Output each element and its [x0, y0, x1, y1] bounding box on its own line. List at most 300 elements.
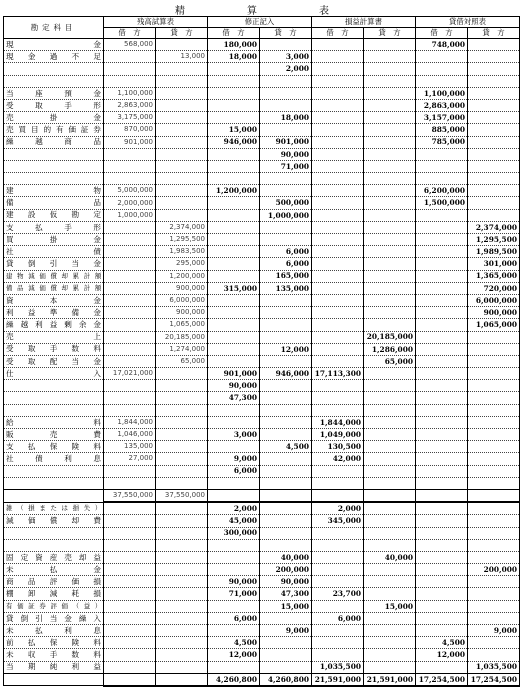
amount-cell: 870,000: [104, 124, 156, 136]
amount-cell: [416, 453, 468, 465]
amount-cell: [156, 368, 208, 380]
table-row: [4, 576, 520, 588]
account-name: 未払金: [4, 564, 104, 576]
amount-cell: [364, 625, 416, 637]
table-row: [4, 99, 520, 111]
amount-cell: [416, 661, 468, 673]
amount-cell: [156, 612, 208, 624]
amount-cell: 1,989,500: [468, 246, 520, 258]
amount-cell: [104, 319, 156, 331]
amount-cell: 90,000: [260, 148, 312, 160]
amount-cell: [104, 307, 156, 319]
header-debit: 借 方: [104, 28, 156, 39]
table-row: [4, 294, 520, 306]
table-row: [4, 380, 520, 392]
amount-cell: [364, 258, 416, 270]
amount-cell: [312, 551, 364, 563]
amount-cell: [468, 465, 520, 477]
header-account: 勘定科目: [4, 17, 104, 39]
amount-cell: [208, 221, 260, 233]
table-row: [4, 234, 520, 246]
amount-cell: 946,000: [260, 368, 312, 380]
amount-cell: [156, 564, 208, 576]
amount-cell: 901,000: [104, 136, 156, 148]
amount-cell: 2,000: [312, 502, 364, 515]
amount-cell: [364, 307, 416, 319]
table-row: [4, 160, 520, 172]
amount-cell: [260, 319, 312, 331]
amount-cell: 40,000: [260, 551, 312, 563]
table-row: [4, 416, 520, 428]
amount-cell: [468, 539, 520, 551]
amount-cell: 47,300: [208, 392, 260, 404]
amount-cell: [468, 600, 520, 612]
worksheet-table: [3, 16, 520, 687]
amount-cell: 15,000: [260, 600, 312, 612]
account-name: 繰越利益剰余金: [4, 319, 104, 331]
table-row: [4, 39, 520, 51]
amount-cell: 6,000: [208, 465, 260, 477]
amount-cell: [416, 564, 468, 576]
amount-cell: [468, 368, 520, 380]
account-name: [4, 673, 104, 686]
amount-cell: 6,000,000: [468, 294, 520, 306]
amount-cell: 4,500: [416, 637, 468, 649]
amount-cell: [156, 209, 208, 221]
amount-cell: [364, 136, 416, 148]
amount-cell: [104, 392, 156, 404]
header-trial-balance: 残高試算表: [104, 17, 208, 28]
amount-cell: [208, 319, 260, 331]
amount-cell: [208, 294, 260, 306]
account-name: [4, 404, 104, 416]
amount-cell: [156, 39, 208, 51]
amount-cell: [104, 661, 156, 673]
amount-cell: [468, 404, 520, 416]
table-row: [4, 465, 520, 477]
amount-cell: 3,000: [260, 51, 312, 63]
amount-cell: [208, 99, 260, 111]
table-row: [4, 392, 520, 404]
amount-cell: [468, 148, 520, 160]
amount-cell: [104, 221, 156, 233]
amount-cell: 345,000: [312, 515, 364, 527]
amount-cell: [364, 380, 416, 392]
table-row: [4, 502, 520, 515]
table-row: [4, 404, 520, 416]
table-row: [4, 148, 520, 160]
amount-cell: [312, 136, 364, 148]
amount-cell: [468, 416, 520, 428]
amount-cell: [364, 564, 416, 576]
amount-cell: [156, 515, 208, 527]
amount-cell: [312, 270, 364, 282]
amount-cell: [416, 465, 468, 477]
amount-cell: [156, 625, 208, 637]
amount-cell: [416, 148, 468, 160]
amount-cell: 4,260,800: [260, 673, 312, 686]
amount-cell: [416, 600, 468, 612]
amount-cell: 6,000: [208, 612, 260, 624]
account-name: 受取手数料: [4, 343, 104, 355]
amount-cell: 315,000: [208, 282, 260, 294]
amount-cell: [312, 637, 364, 649]
amount-cell: [260, 489, 312, 502]
amount-cell: 1,365,000: [468, 270, 520, 282]
amount-cell: 1,065,000: [156, 319, 208, 331]
amount-cell: 9,000: [468, 625, 520, 637]
amount-cell: [208, 441, 260, 453]
amount-cell: [104, 282, 156, 294]
amount-cell: [364, 185, 416, 197]
amount-cell: [364, 416, 416, 428]
amount-cell: [312, 124, 364, 136]
amount-cell: 3,157,000: [416, 112, 468, 124]
amount-cell: [312, 282, 364, 294]
account-name: 未払利息: [4, 625, 104, 637]
amount-cell: [156, 453, 208, 465]
amount-cell: 2,863,000: [104, 99, 156, 111]
amount-cell: [104, 51, 156, 63]
amount-cell: [104, 551, 156, 563]
amount-cell: 200,000: [260, 564, 312, 576]
account-name: 資本金: [4, 294, 104, 306]
amount-cell: [312, 51, 364, 63]
amount-cell: [156, 673, 208, 686]
amount-cell: [468, 136, 520, 148]
amount-cell: [468, 502, 520, 515]
amount-cell: [312, 600, 364, 612]
amount-cell: [416, 331, 468, 343]
amount-cell: [260, 392, 312, 404]
amount-cell: [364, 319, 416, 331]
amount-cell: [364, 75, 416, 87]
amount-cell: [468, 380, 520, 392]
amount-cell: 15,000: [208, 124, 260, 136]
amount-cell: [364, 502, 416, 515]
account-name: 雑（損または損失）: [4, 502, 104, 515]
amount-cell: 90,000: [260, 576, 312, 588]
amount-cell: 1,844,000: [312, 416, 364, 428]
amount-cell: [312, 576, 364, 588]
amount-cell: [208, 661, 260, 673]
amount-cell: 500,000: [260, 197, 312, 209]
amount-cell: [312, 87, 364, 99]
amount-cell: [416, 173, 468, 185]
amount-cell: [260, 527, 312, 539]
amount-cell: [312, 625, 364, 637]
amount-cell: [468, 588, 520, 600]
amount-cell: [364, 637, 416, 649]
table-row: [4, 539, 520, 551]
table-row: [4, 75, 520, 87]
amount-cell: [156, 136, 208, 148]
amount-cell: 90,000: [208, 576, 260, 588]
account-name: 支払保険料: [4, 441, 104, 453]
amount-cell: [156, 600, 208, 612]
amount-cell: 37,550,000: [104, 489, 156, 502]
account-name: [4, 527, 104, 539]
amount-cell: [208, 551, 260, 563]
amount-cell: [416, 380, 468, 392]
amount-cell: [312, 173, 364, 185]
amount-cell: 1,000,000: [260, 209, 312, 221]
table-row: [4, 307, 520, 319]
amount-cell: [312, 319, 364, 331]
amount-cell: [260, 380, 312, 392]
amount-cell: [312, 75, 364, 87]
amount-cell: [208, 307, 260, 319]
amount-cell: [364, 527, 416, 539]
amount-cell: [416, 294, 468, 306]
amount-cell: 1,065,000: [468, 319, 520, 331]
table-row: [4, 355, 520, 367]
amount-cell: [156, 148, 208, 160]
amount-cell: [468, 576, 520, 588]
table-row: [4, 87, 520, 99]
amount-cell: [416, 234, 468, 246]
amount-cell: [364, 453, 416, 465]
amount-cell: [208, 564, 260, 576]
amount-cell: 6,000: [260, 246, 312, 258]
amount-cell: [104, 258, 156, 270]
amount-cell: [208, 246, 260, 258]
amount-cell: [468, 75, 520, 87]
amount-cell: [416, 392, 468, 404]
table-row: [4, 221, 520, 233]
account-name: 給料: [4, 416, 104, 428]
amount-cell: [208, 173, 260, 185]
amount-cell: 6,000: [260, 258, 312, 270]
account-name: 受取手形: [4, 99, 104, 111]
amount-cell: 1,035,500: [312, 661, 364, 673]
amount-cell: [260, 39, 312, 51]
amount-cell: [104, 576, 156, 588]
amount-cell: [156, 527, 208, 539]
amount-cell: 40,000: [364, 551, 416, 563]
amount-cell: 21,591,000: [312, 673, 364, 686]
amount-cell: [416, 270, 468, 282]
amount-cell: 1,035,500: [468, 661, 520, 673]
amount-cell: [260, 465, 312, 477]
amount-cell: [104, 564, 156, 576]
amount-cell: [364, 197, 416, 209]
amount-cell: [104, 404, 156, 416]
amount-cell: [104, 673, 156, 686]
amount-cell: 1,100,000: [416, 87, 468, 99]
amount-cell: [364, 661, 416, 673]
amount-cell: 1,000,000: [104, 209, 156, 221]
amount-cell: 900,000: [156, 282, 208, 294]
amount-cell: [416, 209, 468, 221]
table-row: [4, 282, 520, 294]
amount-cell: [468, 355, 520, 367]
amount-cell: 301,000: [468, 258, 520, 270]
amount-cell: [260, 124, 312, 136]
amount-cell: [364, 294, 416, 306]
amount-cell: [468, 63, 520, 75]
amount-cell: [156, 576, 208, 588]
amount-cell: [416, 160, 468, 172]
account-name: 買掛金: [4, 234, 104, 246]
amount-cell: [364, 441, 416, 453]
account-name: 支払手形: [4, 221, 104, 233]
amount-cell: [364, 246, 416, 258]
amount-cell: 47,300: [260, 588, 312, 600]
amount-cell: [104, 380, 156, 392]
amount-cell: 15,000: [364, 600, 416, 612]
amount-cell: [312, 234, 364, 246]
amount-cell: [312, 63, 364, 75]
account-name: [4, 539, 104, 551]
amount-cell: 1,500,000: [416, 197, 468, 209]
amount-cell: [312, 307, 364, 319]
amount-cell: 37,550,000: [156, 489, 208, 502]
amount-cell: [416, 307, 468, 319]
account-name: 当期純利益: [4, 661, 104, 673]
table-row: [4, 588, 520, 600]
amount-cell: 2,000: [208, 502, 260, 515]
amount-cell: 12,000: [416, 649, 468, 661]
amount-cell: [208, 416, 260, 428]
header-credit: 貸 方: [468, 28, 520, 39]
amount-cell: [104, 270, 156, 282]
account-name: 減価償却費: [4, 515, 104, 527]
amount-cell: 1,295,500: [468, 234, 520, 246]
amount-cell: [104, 477, 156, 489]
account-name: 建物: [4, 185, 104, 197]
amount-cell: [104, 637, 156, 649]
amount-cell: [416, 539, 468, 551]
amount-cell: [312, 343, 364, 355]
table-row: [4, 319, 520, 331]
amount-cell: [416, 221, 468, 233]
account-name: 繰越商品: [4, 136, 104, 148]
header-credit: 貸 方: [260, 28, 312, 39]
amount-cell: 2,000: [260, 63, 312, 75]
account-name: 社債利息: [4, 453, 104, 465]
amount-cell: 785,000: [416, 136, 468, 148]
amount-cell: [468, 331, 520, 343]
amount-cell: [416, 75, 468, 87]
amount-cell: [260, 637, 312, 649]
amount-cell: 568,000: [104, 39, 156, 51]
account-name: 現金: [4, 39, 104, 51]
table-row: [4, 368, 520, 380]
table-row: [4, 173, 520, 185]
table-row: [4, 600, 520, 612]
amount-cell: [260, 429, 312, 441]
amount-cell: [416, 51, 468, 63]
amount-cell: 900,000: [156, 307, 208, 319]
amount-cell: [260, 453, 312, 465]
amount-cell: [104, 527, 156, 539]
amount-cell: [416, 625, 468, 637]
header-debit: 借 方: [208, 28, 260, 39]
amount-cell: [468, 551, 520, 563]
amount-cell: [364, 160, 416, 172]
amount-cell: [208, 355, 260, 367]
amount-cell: [260, 307, 312, 319]
table-row: [4, 625, 520, 637]
amount-cell: [260, 649, 312, 661]
amount-cell: 45,000: [208, 515, 260, 527]
amount-cell: [364, 429, 416, 441]
amount-cell: [364, 148, 416, 160]
amount-cell: [364, 539, 416, 551]
amount-cell: 4,260,800: [208, 673, 260, 686]
amount-cell: [312, 392, 364, 404]
account-name: [4, 392, 104, 404]
amount-cell: [416, 355, 468, 367]
amount-cell: [364, 124, 416, 136]
amount-cell: [364, 368, 416, 380]
amount-cell: [416, 502, 468, 515]
table-row: [4, 209, 520, 221]
table-row: [4, 124, 520, 136]
amount-cell: [364, 270, 416, 282]
amount-cell: 1,046,000: [104, 429, 156, 441]
account-name: 棚卸減耗損: [4, 588, 104, 600]
amount-cell: [208, 160, 260, 172]
amount-cell: [312, 539, 364, 551]
amount-cell: 1,295,500: [156, 234, 208, 246]
amount-cell: [104, 343, 156, 355]
table-row: [4, 441, 520, 453]
amount-cell: [364, 588, 416, 600]
amount-cell: [156, 99, 208, 111]
amount-cell: [364, 221, 416, 233]
amount-cell: [104, 234, 156, 246]
amount-cell: [364, 209, 416, 221]
amount-cell: [104, 63, 156, 75]
account-name: 受取配当金: [4, 355, 104, 367]
table-row: [4, 246, 520, 258]
amount-cell: [156, 63, 208, 75]
amount-cell: [104, 612, 156, 624]
amount-cell: 1,286,000: [364, 343, 416, 355]
amount-cell: [104, 246, 156, 258]
amount-cell: [156, 477, 208, 489]
amount-cell: [312, 221, 364, 233]
amount-cell: [208, 270, 260, 282]
account-name: 備品減価償却累計額: [4, 282, 104, 294]
amount-cell: [364, 649, 416, 661]
amount-cell: [312, 489, 364, 502]
amount-cell: [104, 355, 156, 367]
amount-cell: [364, 612, 416, 624]
amount-cell: [156, 124, 208, 136]
table-row: [4, 564, 520, 576]
amount-cell: [416, 319, 468, 331]
amount-cell: [312, 112, 364, 124]
amount-cell: 65,000: [156, 355, 208, 367]
amount-cell: 901,000: [208, 368, 260, 380]
amount-cell: [260, 185, 312, 197]
table-row: [4, 63, 520, 75]
table-row: [4, 453, 520, 465]
amount-cell: [312, 404, 364, 416]
amount-cell: [208, 489, 260, 502]
amount-cell: 135,000: [260, 282, 312, 294]
amount-cell: [312, 99, 364, 111]
amount-cell: [208, 404, 260, 416]
amount-cell: 17,254,500: [468, 673, 520, 686]
amount-cell: [156, 441, 208, 453]
amount-cell: [156, 173, 208, 185]
amount-cell: [364, 173, 416, 185]
amount-cell: [468, 197, 520, 209]
